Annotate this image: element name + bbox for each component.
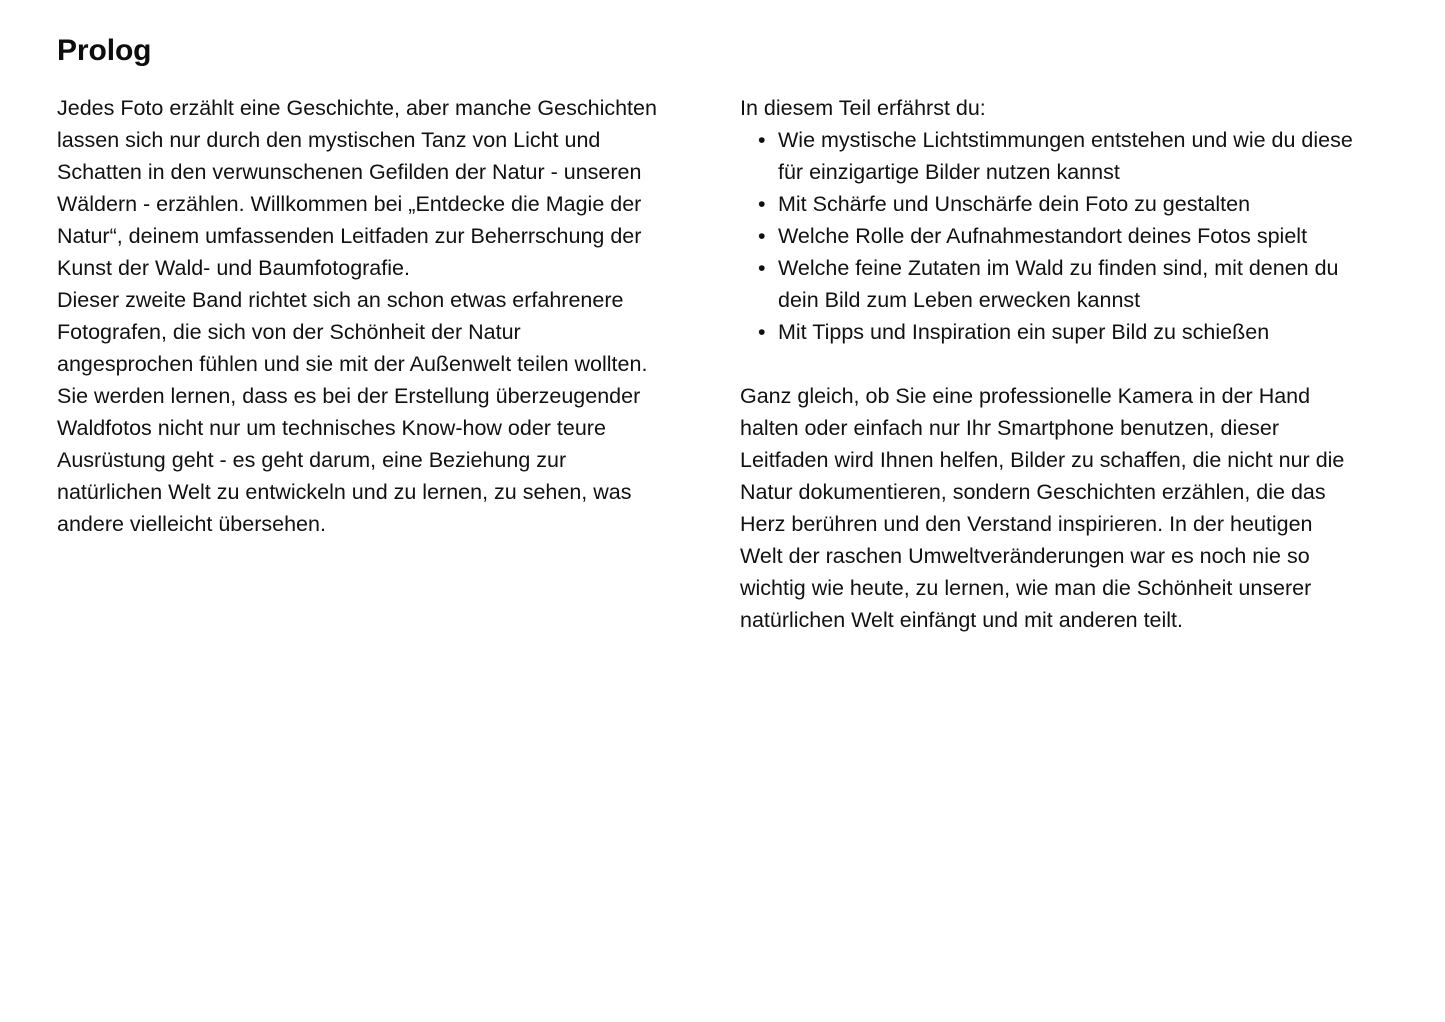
bullet-point-icon: •: [758, 320, 766, 344]
bullet-point-icon: •: [758, 128, 766, 152]
list-item-label: Mit Tipps und Inspiration ein super Bild zu schießen: [778, 320, 1270, 344]
list-item-label: Welche Rolle der Aufnahmestandort deines Fotos spielt: [778, 224, 1308, 248]
paragraph-spacer: [740, 348, 1360, 380]
list-item-label: Wie mystische Lichtstimmungen entstehen und wie du diese für einzigartige Bilder nutzen kannst: [778, 128, 1353, 184]
two-column-body: [0, 92, 1445, 636]
list-item-label: Mit Schärfe und Unschärfe dein Foto zu gestalten: [778, 192, 1251, 216]
list-item: [740, 188, 1360, 220]
list-item: [740, 124, 1360, 188]
list-item: [740, 316, 1360, 348]
page-title: Prolog: [57, 34, 152, 67]
topics-list: [740, 124, 1360, 348]
left-column: [0, 92, 740, 540]
list-lead-in: In diesem Teil erfährst du:: [740, 96, 986, 120]
bullet-point-icon: •: [758, 224, 766, 248]
list-item: [740, 220, 1360, 252]
list-item-label: Welche feine Zutaten im Wald zu finden sind, mit denen du dein Bild zum Leben erwecken kannst: [778, 256, 1339, 312]
closing-paragraph: Ganz gleich, ob Sie eine professionelle Kamera in der Hand halten oder einfach nur Ihr Smartphone benutzen, dieser Leitfaden wird Ihnen helfen, Bilder zu schaffen, die nicht nur die Natur dokumentieren, sondern Geschichten erzählen, die das Herz berühren und den Verstand inspirieren. In der heutigen Welt der raschen Umweltveränderungen war es noch nie so wichtig wie heute, zu lernen, wie man die Schönheit unserer natürlichen Welt einfängt und mit anderen teilt.: [740, 384, 1345, 632]
bullet-point-icon: •: [758, 256, 766, 280]
intro-paragraph: Jedes Foto erzählt eine Geschichte, aber manche Geschichten lassen sich nur durch den mystischen Tanz von Licht und Schatten in den verwunschenen Gefilden der Natur - unseren Wäldern - erzählen. Willkommen bei „Entdecke die Magie der Natur“, deinem umfassenden Leitfaden zur Beherrschung der Kunst der Wald- und Baumfotografie.: [57, 96, 657, 280]
bullet-point-icon: •: [758, 192, 766, 216]
right-column: [740, 92, 1445, 636]
list-item: [740, 252, 1360, 316]
audience-paragraph: Dieser zweite Band richtet sich an schon etwas erfahrenere Fotografen, die sich von der Schönheit der Natur angesprochen fühlen und sie mit der Außenwelt teilen wollten. Sie werden lernen, dass es bei der Erstellung überzeugender Waldfotos nicht nur um technisches Know-how oder teure Ausrüstung geht - es geht darum, eine Beziehung zur natürlichen Welt zu entwickeln und zu lernen, zu sehen, was andere vielleicht übersehen.: [57, 288, 648, 536]
